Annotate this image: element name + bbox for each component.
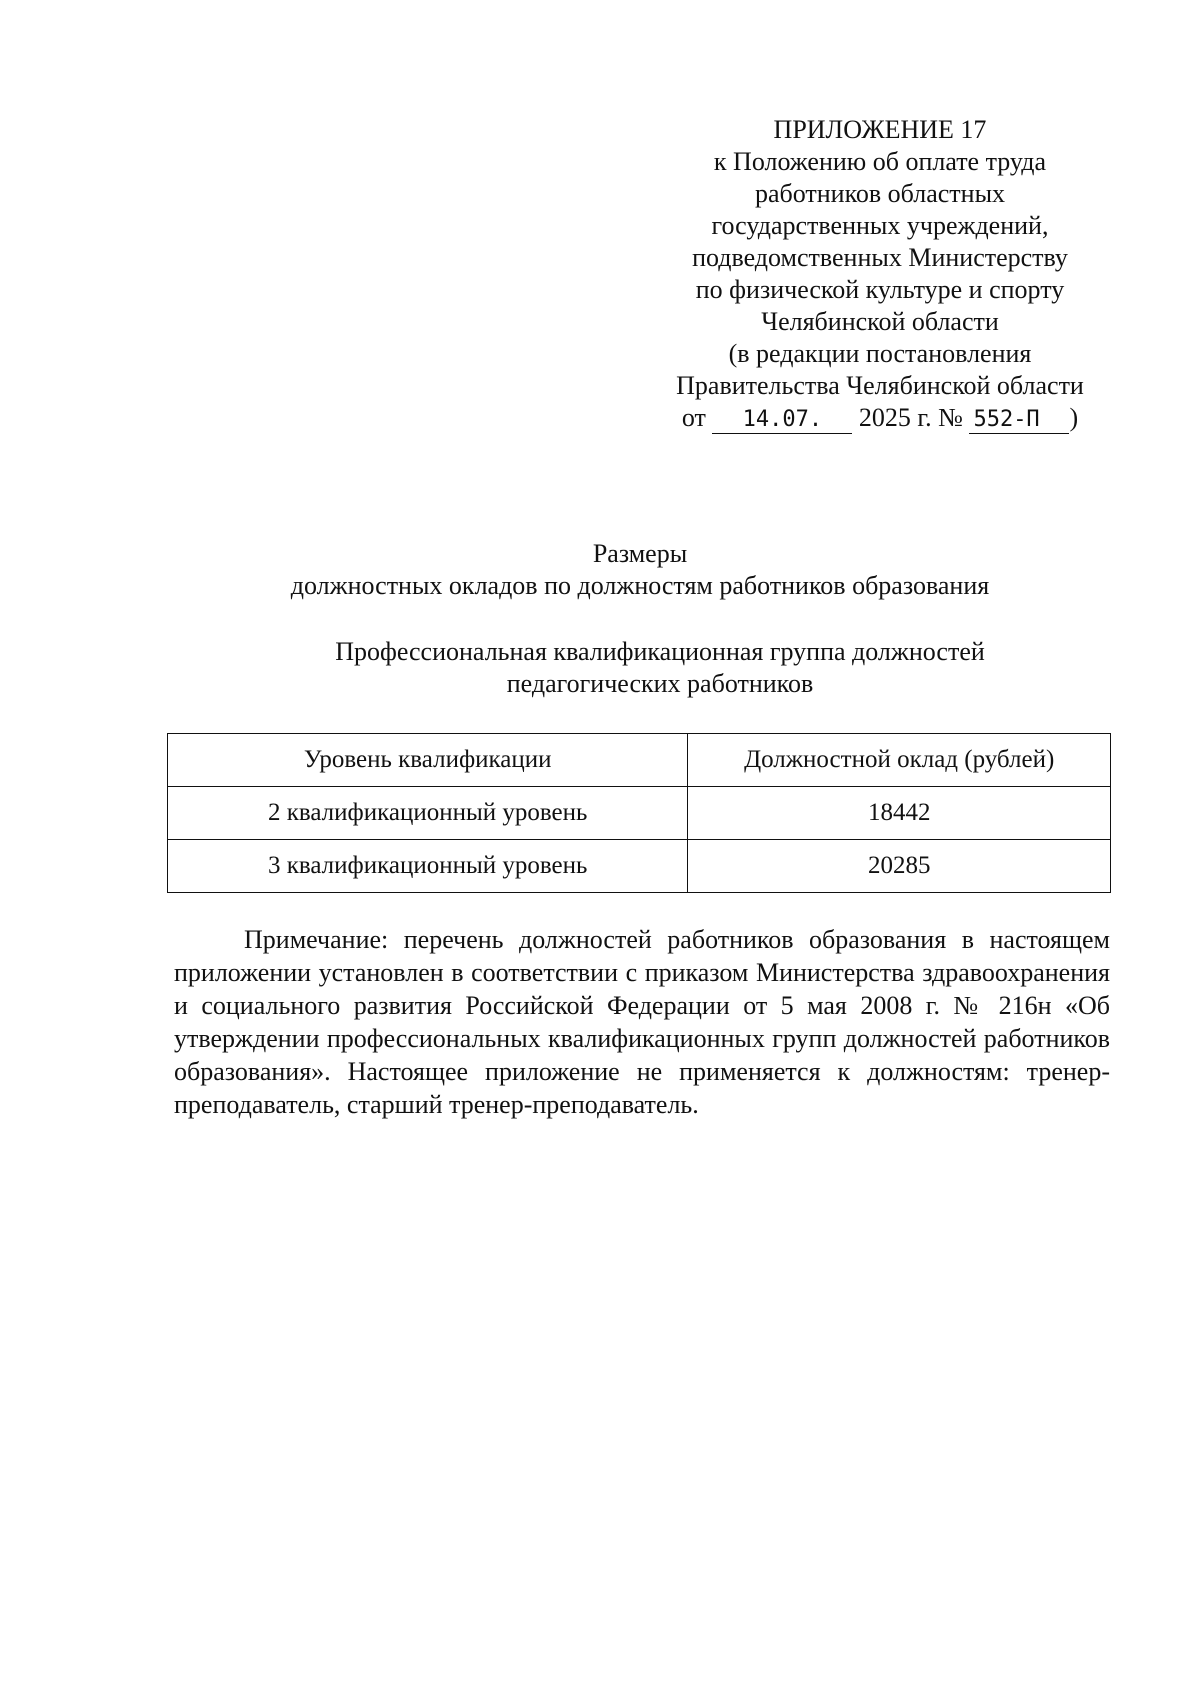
appendix-header <box>640 114 1120 434</box>
date-prefix: от <box>681 403 706 432</box>
group-heading-line-2: педагогических работников <box>506 669 814 698</box>
appendix-line: к Положению об оплате труда <box>713 147 1047 176</box>
header-salary: Должностной оклад (рублей) <box>688 734 1111 787</box>
resolution-date-value: 14.07. <box>712 407 852 434</box>
resolution-year: 2025 г. № <box>858 403 963 432</box>
appendix-line: подведомственных Министерству <box>692 243 1068 272</box>
salary-table <box>167 733 1111 893</box>
appendix-line: (в редакции постановления <box>728 339 1032 368</box>
table-row <box>168 787 1111 840</box>
group-heading-line-1: Профессиональная квалификационная группа должностей <box>335 637 985 666</box>
heading-line-2: должностных окладов по должностям работников образования <box>290 571 990 600</box>
appendix-line: Челябинской области <box>761 307 999 336</box>
note-paragraph: Примечание: перечень должностей работников образования в настоящем приложении установлен в соответствии с приказом Министерства здравоохранения и социального развития Российской Федерации от 5 мая 2008 г. № 216н «Об утверждении профессиональных квалификационных групп должностей работников образования». Настоящее приложение не применяется к должностям: тренер-преподаватель, старший тренер-преподаватель. <box>174 925 1110 1119</box>
resolution-date-line <box>640 402 1120 434</box>
document-heading <box>150 538 1130 602</box>
appendix-line: работников областных <box>754 179 1006 208</box>
table-header-row <box>168 734 1111 787</box>
group-heading <box>170 636 1150 700</box>
closing-parenthesis: ) <box>1069 403 1079 432</box>
cell-level: 2 квалификационный уровень <box>168 787 688 840</box>
appendix-title: ПРИЛОЖЕНИЕ 17 <box>773 115 987 144</box>
cell-salary: 20285 <box>688 840 1111 893</box>
table-row <box>168 840 1111 893</box>
appendix-line: государственных учреждений, <box>711 211 1049 240</box>
appendix-line: по физической культуре и спорту <box>695 275 1065 304</box>
header-qualification-level: Уровень квалификации <box>168 734 688 787</box>
heading-line-1: Размеры <box>592 539 688 568</box>
salary-table-wrapper <box>167 733 1111 893</box>
appendix-line: Правительства Челябинской области <box>676 371 1084 400</box>
cell-level: 3 квалификационный уровень <box>168 840 688 893</box>
resolution-number-value: 552-П <box>969 407 1069 434</box>
cell-salary: 18442 <box>688 787 1111 840</box>
